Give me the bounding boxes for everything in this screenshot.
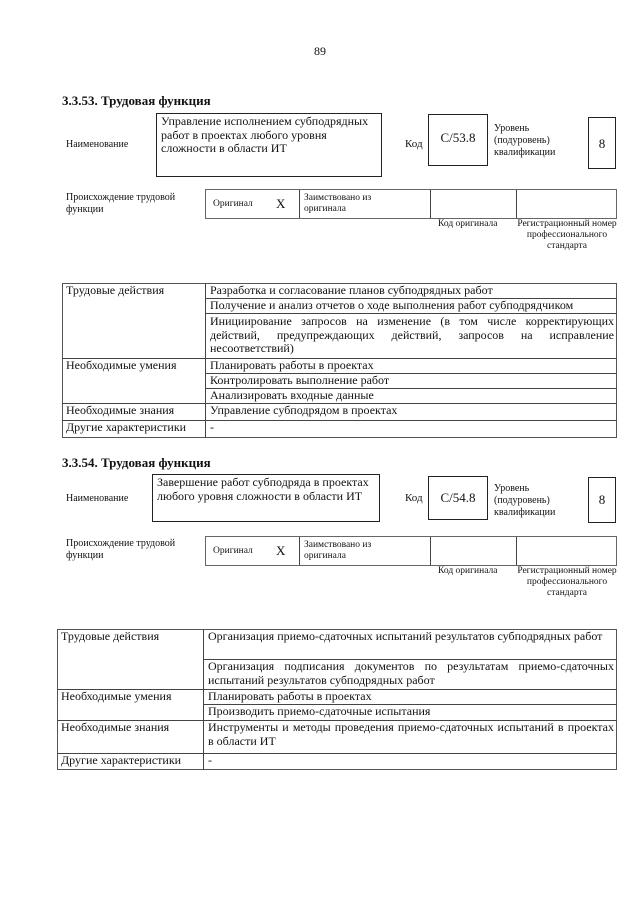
other-item: -	[210, 420, 214, 434]
original-mark: X	[276, 196, 286, 211]
skill-item: Планировать работы в проектах	[210, 358, 374, 372]
row-label-other: Другие характеристики	[61, 753, 182, 767]
row-label-actions: Трудовые действия	[61, 629, 160, 643]
orig-code-label: Код оригинала	[438, 566, 498, 576]
skill-item: Контролировать выполнение работ	[210, 373, 390, 387]
row-label-knowledge: Необходимые знания	[61, 720, 170, 734]
original-mark: X	[276, 543, 286, 558]
other-item: -	[208, 753, 212, 767]
name-label: Наименование	[66, 493, 129, 504]
function-name-box	[152, 474, 380, 522]
row-label-skills: Необходимые умения	[66, 358, 177, 372]
action-item: Организация подписания документов по результатам приемо-сдаточных испытаний результатов субподрядных работ	[208, 659, 614, 687]
function-name-value: Завершение работ субподряда в проектах любого уровня сложности в области ИТ	[157, 475, 369, 503]
code-label: Код	[405, 492, 423, 504]
level-label: Уровень (подуровень) квалификации	[494, 483, 556, 518]
borrowed-label: Заимствовано из оригинала	[304, 540, 372, 561]
origin-label: Происхождение трудовой функции	[66, 538, 176, 561]
origin-row	[205, 536, 617, 566]
section-title: 3.3.54. Трудовая функция	[62, 455, 211, 470]
skill-item: Производить приемо-сдаточные испытания	[208, 704, 431, 718]
skill-item: Планировать работы в проектах	[208, 689, 372, 703]
action-item: Организация приемо-сдаточных испытаний результатов субподрядных работ	[208, 629, 603, 643]
level-value: 8	[598, 492, 606, 507]
orig-code-label: Код оригинала	[438, 219, 498, 229]
action-item: Разработка и согласование планов субподрядных работ	[210, 283, 493, 297]
skill-item: Анализировать входные данные	[210, 388, 374, 402]
level-value-box	[588, 117, 616, 169]
origin-row	[205, 189, 617, 219]
code-label: Код	[405, 138, 423, 150]
row-label-actions: Трудовые действия	[66, 283, 165, 297]
section-title: 3.3.53. Трудовая функция	[62, 93, 211, 108]
action-item: Инициирование запросов на изменение (в том числе корректирующих действий, предупреждающих действий, запросов на исправление несоответствий)	[210, 314, 614, 355]
level-label: Уровень (подуровень) квалификации	[494, 123, 556, 158]
code-value-box	[428, 114, 488, 166]
reg-number-label: Регистрационный номер профессионального стандарта	[517, 219, 617, 251]
code-value-box	[428, 476, 488, 520]
row-label-other: Другие характеристики	[66, 420, 187, 434]
level-value-box	[588, 477, 616, 523]
knowledge-item: Управление субподрядом в проектах	[210, 403, 398, 417]
action-item: Получение и анализ отчетов о ходе выполнения работ субподрядчиком	[210, 298, 574, 312]
origin-label: Происхождение трудовой функции	[66, 192, 176, 215]
name-label: Наименование	[66, 139, 129, 150]
code-value: С/53.8	[440, 130, 476, 145]
reg-number-label: Регистрационный номер профессионального стандарта	[517, 566, 617, 598]
code-value: С/54.8	[440, 490, 476, 505]
function-name-value: Управление исполнением субподрядных работ в проектах любого уровня сложности в области ИТ	[161, 114, 369, 155]
row-label-skills: Необходимые умения	[61, 689, 172, 703]
page-number: 89	[314, 44, 326, 58]
knowledge-item: Инструменты и методы проведения приемо-сдаточных испытаний в проектах в области ИТ	[208, 720, 614, 748]
original-label: Оригинал	[213, 199, 253, 209]
row-label-knowledge: Необходимые знания	[66, 403, 175, 417]
level-value: 8	[598, 136, 606, 151]
borrowed-label: Заимствовано из оригинала	[304, 193, 372, 214]
function-name-box	[156, 113, 382, 177]
original-label: Оригинал	[213, 546, 253, 556]
